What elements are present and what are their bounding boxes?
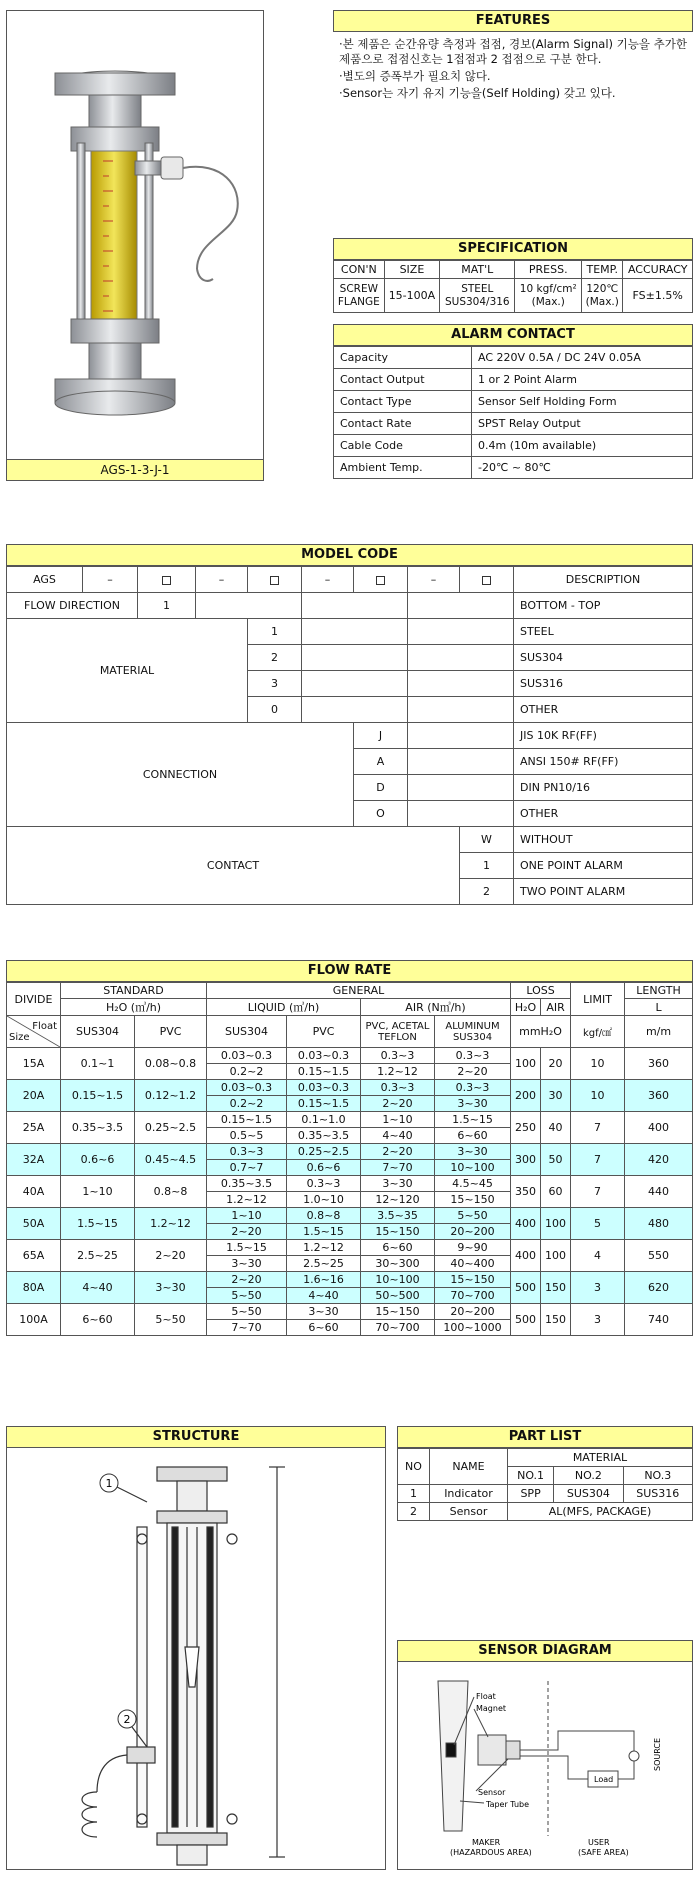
fr-air-alu-cell: 4.5~45 [435, 1176, 511, 1192]
material-code: 3 [248, 671, 302, 697]
pl-row-m1: SPP [508, 1485, 554, 1503]
fr-air-alu-cell: 40~400 [435, 1256, 511, 1272]
fr-liq-pvc-cell: 0.35~3.5 [287, 1128, 361, 1144]
fr-air-alu-cell: 9~90 [435, 1240, 511, 1256]
fr-std-sus-cell: 1.5~15 [61, 1208, 135, 1240]
alarm-value: 1 or 2 Point Alarm [472, 369, 693, 391]
fr-loss-h2o-cell: 100 [511, 1048, 541, 1080]
specification-section [333, 238, 693, 313]
sd-source: SOURCE [653, 1737, 662, 1771]
fr-liq-pvc-cell: 2.5~25 [287, 1256, 361, 1272]
sd-magnet: Magnet [476, 1704, 507, 1713]
alarm-contact-table [333, 346, 693, 479]
model-code-dash: – [408, 567, 460, 593]
fr-liq-sus-cell: 7~70 [207, 1320, 287, 1336]
fr-liq-pvc-cell: 4~40 [287, 1288, 361, 1304]
pl-no3: NO.3 [623, 1467, 692, 1485]
table-row [7, 1112, 693, 1128]
fr-air-pvc-cell: 7~70 [361, 1160, 435, 1176]
pl-row-mall: AL(MFS, PACKAGE) [508, 1503, 693, 1521]
connection-desc: JIS 10K RF(FF) [514, 723, 693, 749]
model-code-slot [460, 567, 514, 593]
fr-general: GENERAL [207, 983, 511, 999]
pl-no-header: NO [398, 1449, 430, 1485]
fr-kgf: kgf/㎠ [571, 1016, 625, 1048]
fr-liq-sus-cell: 0.35~3.5 [207, 1176, 287, 1192]
model-code-table [6, 566, 693, 905]
fr-air-pvc-cell: 6~60 [361, 1240, 435, 1256]
contact-code: 1 [460, 853, 514, 879]
flow-rate-title: FLOW RATE [6, 960, 693, 982]
fr-loss-air-cell: 100 [541, 1208, 571, 1240]
product-caption: AGS-1-3-J-1 [6, 459, 264, 481]
fr-std-pvc-cell: 0.12~1.2 [135, 1080, 207, 1112]
fr-size-cell: 80A [7, 1272, 61, 1304]
fr-loss-air-cell: 150 [541, 1272, 571, 1304]
fr-air-alu-cell: 3~30 [435, 1096, 511, 1112]
alarm-label: Cable Code [334, 435, 472, 457]
fr-liq-sus-cell: 5~50 [207, 1288, 287, 1304]
fr-std-pvc: PVC [135, 1016, 207, 1048]
fr-liq-pvc-cell: 0.25~2.5 [287, 1144, 361, 1160]
fr-size-cell: 32A [7, 1144, 61, 1176]
fr-air-pvc-cell: 50~500 [361, 1288, 435, 1304]
fr-loss-air-cell: 60 [541, 1176, 571, 1208]
fr-length-cell: 740 [625, 1304, 693, 1336]
fr-diagonal [7, 1016, 60, 1047]
part-list-title: PART LIST [397, 1426, 693, 1448]
pl-name-header: NAME [430, 1449, 508, 1485]
alarm-value: 0.4m (10m available) [472, 435, 693, 457]
fr-air-alu-cell: 15~150 [435, 1192, 511, 1208]
fr-std-sus-cell: 0.35~3.5 [61, 1112, 135, 1144]
fr-l: L [625, 999, 693, 1016]
spec-size: 15-100A [384, 279, 440, 313]
fr-std-sus-cell: 1~10 [61, 1176, 135, 1208]
sd-user: USER [588, 1838, 610, 1847]
fr-std-pvc-cell: 2~20 [135, 1240, 207, 1272]
fr-liq-sus304: SUS304 [207, 1016, 287, 1048]
connection-label: CONNECTION [7, 723, 354, 827]
fr-limit: LIMIT [571, 983, 625, 1016]
fr-loss-h2o-cell: 400 [511, 1240, 541, 1272]
features-section [333, 10, 693, 102]
sensor-diagram-section [397, 1640, 693, 1870]
fr-liq-pvc-cell: 0.15~1.5 [287, 1064, 361, 1080]
fr-size-cell: 50A [7, 1208, 61, 1240]
fr-liq-pvc-cell: 0.8~8 [287, 1208, 361, 1224]
connection-code: A [354, 749, 408, 775]
flow-rate-table [6, 982, 693, 1336]
material-desc: OTHER [514, 697, 693, 723]
fr-liq-pvc-cell: 0.1~1.0 [287, 1112, 361, 1128]
spec-header: PRESS. [515, 261, 582, 279]
spec-header: TEMP. [582, 261, 623, 279]
svg-text:1: 1 [105, 1477, 113, 1490]
model-code-dash: – [196, 567, 248, 593]
contact-desc: TWO POINT ALARM [514, 879, 693, 905]
pl-row-no: 2 [398, 1503, 430, 1521]
fr-air-alu-cell: 70~700 [435, 1288, 511, 1304]
fr-liq-sus-cell: 0.7~7 [207, 1160, 287, 1176]
fr-liq-sus-cell: 0.15~1.5 [207, 1112, 287, 1128]
model-code-section [6, 544, 693, 905]
fr-air-pvc-cell: 70~700 [361, 1320, 435, 1336]
fr-liq-pvc-cell: 6~60 [287, 1320, 361, 1336]
pl-row-m3: SUS316 [623, 1485, 692, 1503]
fr-length-cell: 550 [625, 1240, 693, 1272]
structure-drawing [7, 1447, 385, 1867]
pl-row-no: 1 [398, 1485, 430, 1503]
sd-maker-sub: (HAZARDOUS AREA) [450, 1848, 532, 1857]
fr-size-cell: 20A [7, 1080, 61, 1112]
alarm-contact-title: ALARM CONTACT [333, 324, 693, 346]
material-label: MATERIAL [7, 619, 248, 723]
connection-desc: ANSI 150# RF(FF) [514, 749, 693, 775]
connection-code: D [354, 775, 408, 801]
table-row [7, 1304, 693, 1320]
fr-limit-cell: 5 [571, 1208, 625, 1240]
fr-length-cell: 420 [625, 1144, 693, 1176]
spec-matl: STEEL SUS304/316 [440, 279, 515, 313]
fr-limit-cell: 7 [571, 1112, 625, 1144]
spec-header: SIZE [384, 261, 440, 279]
table-row [7, 1208, 693, 1224]
fr-std-pvc-cell: 3~30 [135, 1272, 207, 1304]
pl-material-header: MATERIAL [508, 1449, 693, 1467]
flowmeter-photo [7, 11, 263, 459]
structure-title: STRUCTURE [6, 1426, 386, 1448]
sd-taper: Taper Tube [486, 1800, 530, 1809]
fr-loss-air-cell: 50 [541, 1144, 571, 1176]
fr-limit-cell: 10 [571, 1048, 625, 1080]
fr-loss-h2o-cell: 250 [511, 1112, 541, 1144]
fr-liq-pvc-cell: 0.6~6 [287, 1160, 361, 1176]
fr-limit-cell: 7 [571, 1176, 625, 1208]
connection-desc: DIN PN10/16 [514, 775, 693, 801]
spec-header: ACCURACY [623, 261, 693, 279]
fr-air-pvc-cell: 15~150 [361, 1224, 435, 1240]
part-list-table [397, 1448, 693, 1521]
fr-size-cell: 65A [7, 1240, 61, 1272]
fr-liq-sus-cell: 1.5~15 [207, 1240, 287, 1256]
fr-loss-air-cell: 40 [541, 1112, 571, 1144]
sd-load: Load [594, 1775, 614, 1784]
fr-air-pvc-cell: 0.3~3 [361, 1080, 435, 1096]
pl-no2: NO.2 [554, 1467, 623, 1485]
sd-maker: MAKER [472, 1838, 501, 1847]
fr-air-pvc-cell: 2~20 [361, 1096, 435, 1112]
fr-liq-sus-cell: 0.2~2 [207, 1064, 287, 1080]
flow-direction-desc: BOTTOM - TOP [514, 593, 693, 619]
fr-std-sus-cell: 6~60 [61, 1304, 135, 1336]
fr-length: LENGTH [625, 983, 693, 999]
fr-air-pvc-cell: 15~150 [361, 1304, 435, 1320]
pl-row-name: Indicator [430, 1485, 508, 1503]
model-code-title: MODEL CODE [6, 544, 693, 566]
fr-std-pvc-cell: 0.8~8 [135, 1176, 207, 1208]
model-code-prefix: AGS [7, 567, 83, 593]
sensor-diagram-title: SENSOR DIAGRAM [397, 1640, 693, 1662]
fr-air-alu-cell: 10~100 [435, 1160, 511, 1176]
fr-std-sus-cell: 0.15~1.5 [61, 1080, 135, 1112]
flow-rate-body [7, 1048, 693, 1336]
spec-accuracy: FS±1.5% [623, 279, 693, 313]
fr-air-pvc-cell: 3.5~35 [361, 1208, 435, 1224]
fr-standard: STANDARD [61, 983, 207, 999]
fr-air-pvc-cell: 4~40 [361, 1128, 435, 1144]
fr-loss-air-cell: 100 [541, 1240, 571, 1272]
fr-liq-pvc-cell: 1.0~10 [287, 1192, 361, 1208]
fr-air-alu-cell: 3~30 [435, 1144, 511, 1160]
fr-air-alu-cell: 1.5~15 [435, 1112, 511, 1128]
flow-direction-label: FLOW DIRECTION [7, 593, 138, 619]
fr-air-alu-cell: 20~200 [435, 1304, 511, 1320]
fr-airl: AIR [541, 999, 571, 1016]
fr-std-sus-cell: 4~40 [61, 1272, 135, 1304]
fr-air-alu: ALUMINUM SUS304 [435, 1016, 511, 1048]
fr-float-size [7, 1016, 61, 1048]
fr-loss-air-cell: 150 [541, 1304, 571, 1336]
structure-section [6, 1426, 386, 1870]
spec-header: MAT'L [440, 261, 515, 279]
fr-liq-sus-cell: 0.2~2 [207, 1096, 287, 1112]
fr-size-cell: 40A [7, 1176, 61, 1208]
model-code-slot [138, 567, 196, 593]
structure-callout-1 [100, 1474, 118, 1492]
spec-temp: 120℃ (Max.) [582, 279, 623, 313]
fr-liq-sus-cell: 1~10 [207, 1208, 287, 1224]
fr-length-cell: 360 [625, 1080, 693, 1112]
specification-table [333, 260, 693, 313]
material-desc: SUS304 [514, 645, 693, 671]
fr-std-pvc-cell: 5~50 [135, 1304, 207, 1336]
fr-std-pvc-cell: 1.2~12 [135, 1208, 207, 1240]
material-code: 0 [248, 697, 302, 723]
fr-air-alu-cell: 0.3~3 [435, 1080, 511, 1096]
specification-title: SPECIFICATION [333, 238, 693, 260]
model-code-dash: – [302, 567, 354, 593]
fr-liq-pvc-cell: 1.2~12 [287, 1240, 361, 1256]
pl-row-m2: SUS304 [554, 1485, 623, 1503]
fr-std-pvc-cell: 0.25~2.5 [135, 1112, 207, 1144]
fr-length-cell: 400 [625, 1112, 693, 1144]
fr-size-cell: 25A [7, 1112, 61, 1144]
alarm-label: Capacity [334, 347, 472, 369]
fr-air-pvc-cell: 10~100 [361, 1272, 435, 1288]
connection-code: O [354, 801, 408, 827]
sensor-diagram-drawing [398, 1661, 692, 1867]
contact-code: 2 [460, 879, 514, 905]
material-desc: STEEL [514, 619, 693, 645]
fr-liq-sus-cell: 0.5~5 [207, 1128, 287, 1144]
structure-callout-2 [118, 1710, 136, 1728]
fr-air-alu-cell: 0.3~3 [435, 1048, 511, 1064]
fr-liq-pvc-cell: 0.15~1.5 [287, 1096, 361, 1112]
contact-desc: ONE POINT ALARM [514, 853, 693, 879]
fr-air-alu-cell: 20~200 [435, 1224, 511, 1240]
model-code-slot [248, 567, 302, 593]
fr-liq-pvc: PVC [287, 1016, 361, 1048]
fr-loss-h2o-cell: 500 [511, 1304, 541, 1336]
contact-label: CONTACT [7, 827, 460, 905]
fr-std-sus-cell: 0.1~1 [61, 1048, 135, 1080]
sd-sensor: Sensor [478, 1788, 506, 1797]
fr-air-alu-cell: 5~50 [435, 1208, 511, 1224]
fr-loss-h2o-cell: 300 [511, 1144, 541, 1176]
fr-liq-sus-cell: 5~50 [207, 1304, 287, 1320]
features-title: FEATURES [333, 10, 693, 32]
fr-liq-pvc-cell: 0.03~0.3 [287, 1048, 361, 1064]
alarm-value: -20℃ ~ 80℃ [472, 457, 693, 479]
fr-air-pvc-cell: 1.2~12 [361, 1064, 435, 1080]
product-photo-panel [6, 10, 264, 480]
feature-item: ·본 제품은 순간유량 측정과 접점, 경보(Alarm Signal) 기능을 추가한 제품으로 접점신호는 1접점과 2 접점으로 구분 한다. [339, 37, 687, 66]
svg-text:2: 2 [123, 1713, 131, 1726]
part-list-section [397, 1426, 693, 1521]
sd-user-sub: (SAFE AREA) [578, 1848, 629, 1857]
material-desc: SUS316 [514, 671, 693, 697]
features-list [333, 32, 693, 102]
fr-loss-h2o-cell: 500 [511, 1272, 541, 1304]
model-code-description-header: DESCRIPTION [514, 567, 693, 593]
fr-loss-h2o-cell: 200 [511, 1080, 541, 1112]
fr-air-pvc: PVC, ACETAL TEFLON [361, 1016, 435, 1048]
alarm-label: Contact Rate [334, 413, 472, 435]
fr-h2o: H₂O [511, 999, 541, 1016]
fr-liq-sus-cell: 0.03~0.3 [207, 1080, 287, 1096]
fr-std-pvc-cell: 0.08~0.8 [135, 1048, 207, 1080]
table-row [7, 1080, 693, 1096]
contact-code: W [460, 827, 514, 853]
table-row [7, 1048, 693, 1064]
fr-air-alu-cell: 6~60 [435, 1128, 511, 1144]
fr-loss: LOSS [511, 983, 571, 999]
flow-rate-section [6, 960, 693, 1336]
fr-liq-sus-cell: 0.3~3 [207, 1144, 287, 1160]
fr-liquid: LIQUID (㎥/h) [207, 999, 361, 1016]
fr-liq-pvc-cell: 0.03~0.3 [287, 1080, 361, 1096]
fr-limit-cell: 4 [571, 1240, 625, 1272]
fr-liq-pvc-cell: 1.6~16 [287, 1272, 361, 1288]
fr-length-cell: 440 [625, 1176, 693, 1208]
fr-limit-cell: 3 [571, 1304, 625, 1336]
spec-conn: SCREW FLANGE [334, 279, 385, 313]
contact-desc: WITHOUT [514, 827, 693, 853]
fr-loss-air-cell: 30 [541, 1080, 571, 1112]
fr-size-cell: 15A [7, 1048, 61, 1080]
fr-liq-sus-cell: 2~20 [207, 1272, 287, 1288]
fr-divide: DIVIDE [7, 983, 61, 1016]
fr-length-cell: 480 [625, 1208, 693, 1240]
model-code-dash: – [83, 567, 138, 593]
fr-loss-h2o-cell: 350 [511, 1176, 541, 1208]
fr-size-cell: 100A [7, 1304, 61, 1336]
fr-liq-sus-cell: 1.2~12 [207, 1192, 287, 1208]
fr-air-alu-cell: 2~20 [435, 1064, 511, 1080]
fr-std-pvc-cell: 0.45~4.5 [135, 1144, 207, 1176]
fr-std-unit: H₂O (㎥/h) [61, 999, 207, 1016]
model-code-slot [354, 567, 408, 593]
fr-air-pvc-cell: 30~300 [361, 1256, 435, 1272]
table-row [7, 1176, 693, 1192]
alarm-contact-section [333, 324, 693, 479]
material-code: 2 [248, 645, 302, 671]
fr-length-cell: 360 [625, 1048, 693, 1080]
fr-length-cell: 620 [625, 1272, 693, 1304]
alarm-label: Contact Output [334, 369, 472, 391]
spec-header: CON'N [334, 261, 385, 279]
connection-code: J [354, 723, 408, 749]
fr-size: Size [9, 1031, 30, 1043]
feature-item: ·Sensor는 자기 유지 기능을(Self Holding) 갖고 있다. [339, 86, 616, 100]
fr-std-sus-cell: 2.5~25 [61, 1240, 135, 1272]
fr-liq-sus-cell: 0.03~0.3 [207, 1048, 287, 1064]
fr-liq-sus-cell: 3~30 [207, 1256, 287, 1272]
fr-loss-h2o-cell: 400 [511, 1208, 541, 1240]
alarm-label: Ambient Temp. [334, 457, 472, 479]
fr-liq-pvc-cell: 3~30 [287, 1304, 361, 1320]
flow-direction-code: 1 [138, 593, 196, 619]
fr-float: Float [32, 1020, 57, 1032]
fr-mm: m/m [625, 1016, 693, 1048]
material-code: 1 [248, 619, 302, 645]
alarm-value: Sensor Self Holding Form [472, 391, 693, 413]
fr-air: AIR (N㎥/h) [361, 999, 511, 1016]
feature-item: ·별도의 증폭부가 필요치 않다. [339, 69, 491, 83]
table-row [7, 1240, 693, 1256]
fr-air-pvc-cell: 12~120 [361, 1192, 435, 1208]
alarm-label: Contact Type [334, 391, 472, 413]
fr-air-pvc-cell: 1~10 [361, 1112, 435, 1128]
fr-mmh2o: mmH₂O [511, 1016, 571, 1048]
fr-liq-sus-cell: 2~20 [207, 1224, 287, 1240]
pl-row-name: Sensor [430, 1503, 508, 1521]
table-row [7, 1144, 693, 1160]
fr-air-pvc-cell: 0.3~3 [361, 1048, 435, 1064]
fr-limit-cell: 7 [571, 1144, 625, 1176]
spec-press: 10 kgf/cm² (Max.) [515, 279, 582, 313]
alarm-value: SPST Relay Output [472, 413, 693, 435]
fr-limit-cell: 3 [571, 1272, 625, 1304]
fr-air-pvc-cell: 3~30 [361, 1176, 435, 1192]
alarm-value: AC 220V 0.5A / DC 24V 0.05A [472, 347, 693, 369]
fr-liq-pvc-cell: 0.3~3 [287, 1176, 361, 1192]
fr-std-sus304: SUS304 [61, 1016, 135, 1048]
fr-loss-air-cell: 20 [541, 1048, 571, 1080]
sd-float: Float [476, 1692, 496, 1701]
fr-limit-cell: 10 [571, 1080, 625, 1112]
table-row [7, 1272, 693, 1288]
pl-no1: NO.1 [508, 1467, 554, 1485]
connection-desc: OTHER [514, 801, 693, 827]
fr-liq-pvc-cell: 1.5~15 [287, 1224, 361, 1240]
fr-air-alu-cell: 15~150 [435, 1272, 511, 1288]
fr-std-sus-cell: 0.6~6 [61, 1144, 135, 1176]
fr-air-pvc-cell: 2~20 [361, 1144, 435, 1160]
fr-air-alu-cell: 100~1000 [435, 1320, 511, 1336]
